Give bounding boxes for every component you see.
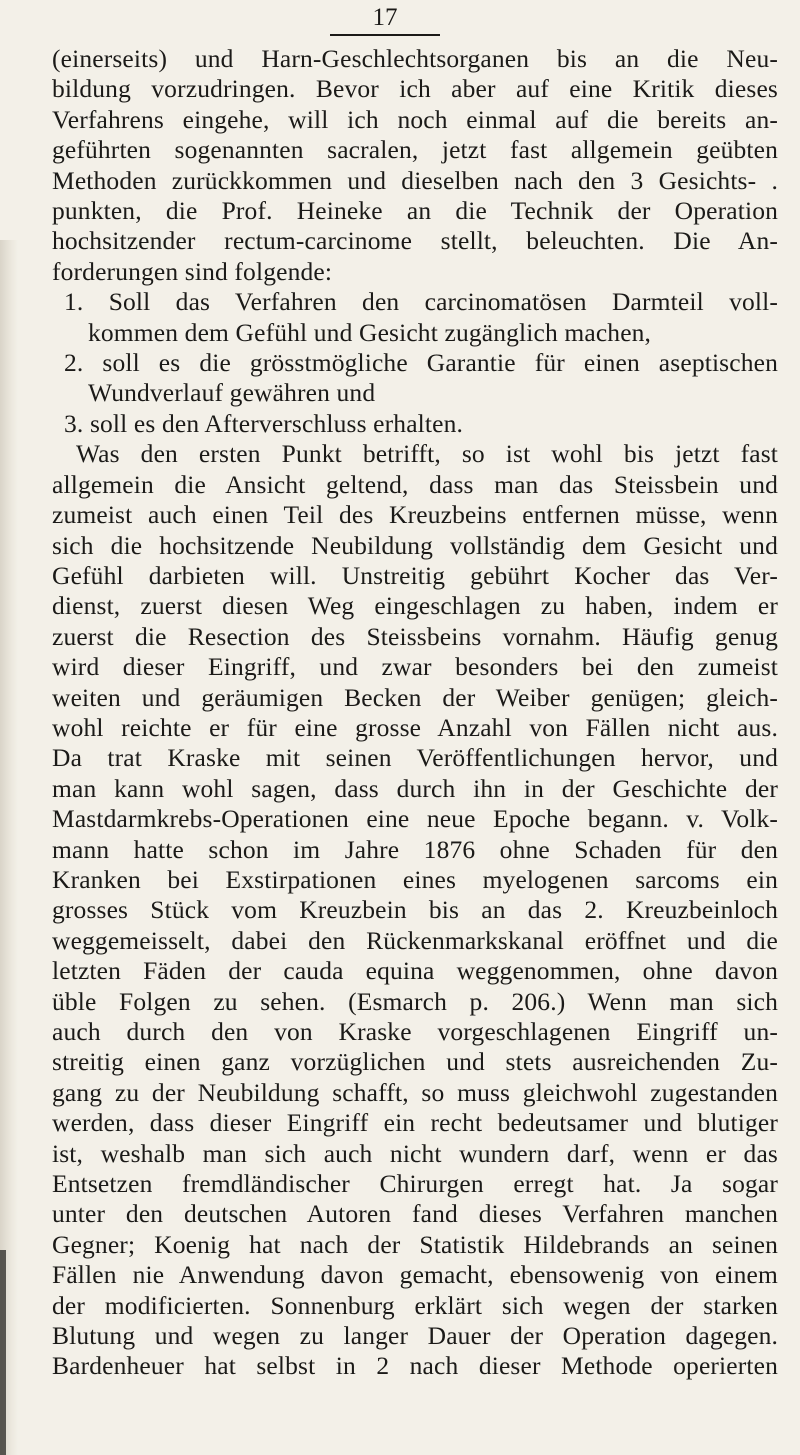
text-line: (einerseits) und Harn-Geschlechtsorganen bis an die Neu-: [52, 44, 778, 73]
text-line: weggemeisselt, dabei den Rückenmarkskanal eröffnet und die: [52, 925, 778, 955]
text-line: mann hatte schon im Jahre 1876 ohne Schaden für den: [52, 834, 778, 864]
text-line: forderungen sind folgende:: [52, 256, 333, 286]
text-line: wird dieser Eingriff, und zwar besonders bei den zumeist: [52, 652, 778, 682]
text-line: Gefühl darbieten will. Unstreitig gebührt Kocher das Ver-: [52, 560, 778, 590]
text-line: sich die hochsitzende Neubildung vollständig dem Gesicht und: [52, 530, 778, 560]
text-line: zuerst die Resection des Steissbeins vornahm. Häufig genug: [52, 621, 778, 651]
text-line: zumeist auch einen Teil des Kreuzbeins entfernen müsse, wenn: [52, 500, 778, 530]
text-line: dienst, zuerst diesen Weg eingeschlagen zu haben, indem er: [52, 591, 778, 621]
text-line: Wundverlauf gewähren und: [88, 378, 376, 408]
text-line: Entsetzen fremdländischer Chirurgen erregt hat. Ja sogar: [52, 1169, 778, 1199]
text-line: man kann wohl sagen, dass durch ihn in der Geschichte der: [52, 773, 778, 803]
text-line: Methoden zurückkommen und dieselben nach den 3 Gesichts- .: [52, 165, 778, 195]
list-item-3: 3. soll es den Afterverschluss erhalten.: [64, 408, 464, 438]
text-line: Gegner; Koenig hat nach der Statistik Hildebrands an seinen: [52, 1229, 778, 1259]
text-line: letzten Fäden der cauda equina weggenommen, ohne davon: [52, 956, 778, 986]
text-line: allgemein die Ansicht geltend, dass man das Steissbein und: [52, 469, 778, 499]
text-line: ist, weshalb man sich auch nicht wundern darf, wenn er das: [52, 1138, 778, 1168]
text-line: bildung vorzudringen. Bevor ich aber auf eine Kritik dieses: [52, 74, 778, 104]
text-line: wohl reichte er für eine grosse Anzahl von Fällen nicht aus.: [52, 712, 778, 742]
text-line: auch durch den von Kraske vorgeschlagenen Eingriff un-: [52, 1017, 778, 1046]
list-item-2: 2. soll es die grösstmögliche Garantie für einen aseptischen: [64, 348, 778, 378]
text-line: hochsitzender rectum-carcinome stellt, beleuchten. Die An-: [52, 226, 778, 256]
text-line: grosses Stück vom Kreuzbein bis an das 2. Kreuzbeinloch: [52, 895, 778, 925]
text-line: streitig einen ganz vorzüglichen und stets ausreichenden Zu-: [52, 1047, 778, 1077]
text-line: Da trat Kraske mit seinen Veröffentlichungen hervor, und: [52, 743, 778, 773]
text-line: Bardenheuer hat selbst in 2 nach dieser Methode operierten: [52, 1351, 778, 1381]
text-line: Blutung und wegen zu langer Dauer der Operation dagegen.: [52, 1321, 778, 1351]
text-line: der modificierten. Sonnenburg erklärt sich wegen der starken: [52, 1290, 778, 1320]
text-line: kommen dem Gefühl und Gesicht zugänglich machen,: [88, 317, 652, 347]
page-edge-mark: [0, 1250, 6, 1455]
list-item-1: 1. Soll das Verfahren den carcinomatösen Darmteil voll-: [64, 287, 778, 317]
text-line: weiten und geräumigen Becken der Weiber genügen; gleich-: [52, 682, 778, 712]
text-line: geführten sogenannten sacralen, jetzt fast allgemein geübten: [52, 135, 778, 165]
text-line: üble Folgen zu sehen. (Esmarch p. 206.) Wenn man sich: [52, 986, 778, 1016]
text-line: gang zu der Neubildung schafft, so muss gleichwohl zugestanden: [52, 1077, 778, 1107]
text-line: Verfahrens eingehe, will ich noch einmal auf die bereits an-: [52, 104, 778, 134]
text-line: Mastdarmkrebs-Operationen eine neue Epoche begann. v. Volk-: [52, 804, 778, 834]
text-line: werden, dass dieser Eingriff ein recht bedeutsamer und blutiger: [52, 1108, 778, 1138]
text-line: Kranken bei Exstirpationen eines myelogenen sarcoms ein: [52, 864, 778, 894]
text-line: Fällen nie Anwendung davon gemacht, ebensowenig von einem: [52, 1260, 778, 1290]
text-line: unter den deutschen Autoren fand dieses Verfahren manchen: [52, 1199, 778, 1229]
paragraph-start: Was den ersten Punkt betrifft, so ist wohl bis jetzt fast: [76, 439, 778, 469]
page-number: 17: [330, 2, 440, 36]
body-text: [52, 44, 778, 1382]
text-line: punkten, die Prof. Heineke an die Technik der Operation: [52, 196, 778, 226]
